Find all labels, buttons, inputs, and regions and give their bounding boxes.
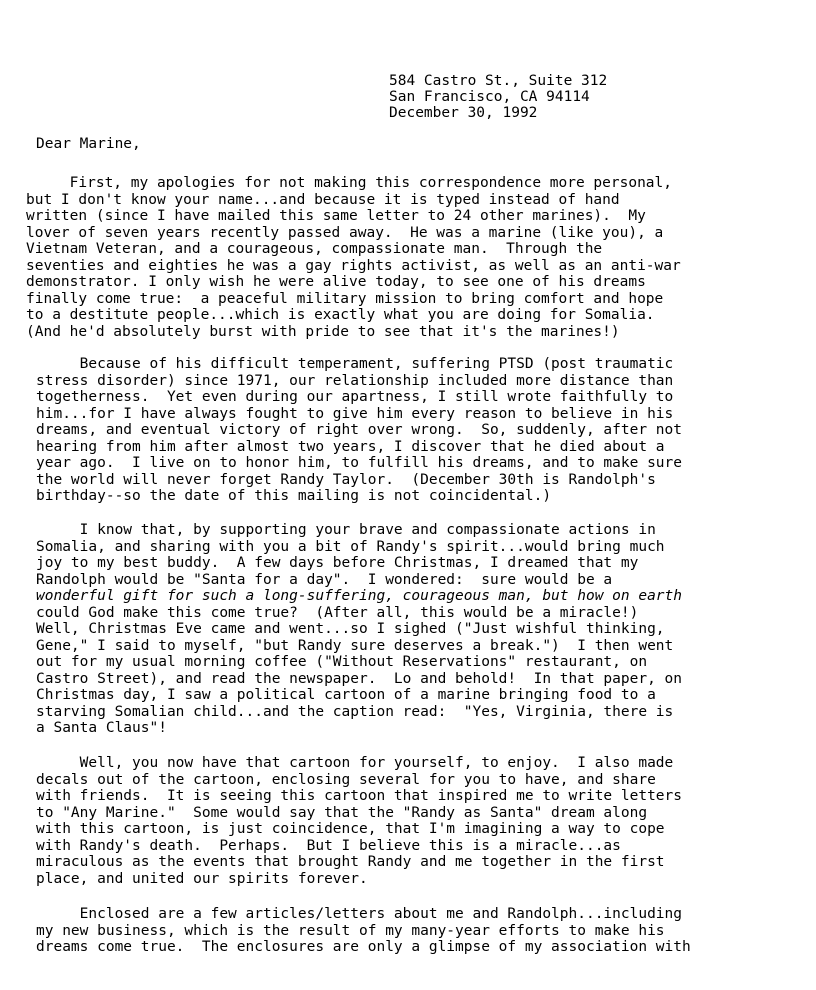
text-line: wonderful gift for such a long-suffering, courageous man, but how on earth [36, 588, 683, 604]
address-city: San Francisco, CA 94114 [389, 89, 590, 105]
text-line: out for my usual morning coffee ("Without Reservations" restaurant, on [36, 654, 648, 670]
text-line: starving Somalian child...and the caption read: "Yes, Virginia, there is [36, 703, 674, 720]
text-line: with friends. It is seeing this cartoon that inspired me to write letters [36, 788, 683, 804]
text-line: Gene," I said to myself, "but Randy sure deserves a break.") I then went [36, 637, 674, 654]
text-line: written (since I have mailed this same letter to 24 other marines). My [26, 208, 646, 224]
text-line: my new business, which is the result of my many-year efforts to make his [36, 922, 665, 939]
text-line: but I don't know your name...and because it is typed instead of hand [26, 191, 620, 208]
text-line: finally come true: a peaceful military mission to bring comfort and hope [26, 290, 664, 307]
text-line: decals out of the cartoon, enclosing several for you to have, and share [36, 771, 656, 788]
text-line: to a destitute people...which is exactly what you are doing for Somalia. [26, 307, 655, 323]
text-line: dreams come true. The enclosures are only a glimpse of my association with [36, 939, 691, 955]
text-line: birthday--so the date of this mailing is not coincidental.) [36, 488, 552, 504]
text-line: Vietnam Veteran, and a courageous, compassionate man. Through the [26, 241, 603, 257]
text-line: I know that, by supporting your brave and compassionate actions in [36, 522, 656, 538]
text-line: dreams, and eventual victory of right over wrong. So, suddenly, after not [36, 422, 683, 438]
text-line: miraculous as the events that brought Randy and me together in the first [36, 854, 665, 870]
letter-date: December 30, 1992 [389, 105, 538, 121]
text-line: Somalia, and sharing with you a bit of Randy's spirit...would bring much [36, 538, 665, 555]
text-line: togetherness. Yet even during our apartness, I still wrote faithfully to [36, 389, 674, 405]
paragraph-1 [26, 175, 786, 340]
text-line: Well, you now have that cartoon for yourself, to enjoy. I also made [36, 755, 674, 771]
sender-address [389, 73, 607, 121]
text-line: could God make this come true? (After all, this would be a miracle!) [36, 604, 639, 621]
paragraph-5 [36, 906, 796, 956]
text-line: to "Any Marine." Some would say that the "Randy as Santa" dream along [36, 804, 648, 821]
text-line: stress disorder) since 1971, our relationship included more distance than [36, 372, 674, 389]
text-line: seventies and eighties he was a gay rights activist, as well as an anti-war [26, 257, 681, 274]
paragraph-3 [36, 522, 796, 737]
text-line: the world will never forget Randy Taylor. (December 30th is Randolph's [36, 471, 656, 488]
text-line: with this cartoon, is just coincidence, that I'm imagining a way to cope [36, 821, 665, 837]
text-line: First, my apologies for not making this correspondence more personal, [26, 175, 673, 191]
paragraph-2 [36, 356, 796, 505]
text-line: year ago. I live on to honor him, to fulfill his dreams, and to make sure [36, 455, 683, 471]
text-line: him...for I have always fought to give him every reason to believe in his [36, 405, 674, 422]
address-street: 584 Castro St., Suite 312 [389, 73, 608, 89]
text-line: Christmas day, I saw a political cartoon of a marine bringing food to a [36, 687, 656, 703]
text-line: Well, Christmas Eve came and went...so I sighed ("Just wishful thinking, [36, 621, 665, 637]
salutation: Dear Marine, [36, 136, 141, 152]
text-line: a Santa Claus"! [36, 720, 167, 736]
text-line: Enclosed are a few articles/letters about me and Randolph...including [36, 906, 683, 922]
text-line: (And he'd absolutely burst with pride to see that it's the marines!) [26, 323, 620, 340]
text-line: Castro Street), and read the newspaper. Lo and behold! In that paper, on [36, 670, 683, 687]
paragraph-4 [36, 755, 796, 887]
text-line: hearing from him after almost two years, I discover that he died about a [36, 438, 665, 455]
text-line: with Randy's death. Perhaps. But I believe this is a miracle...as [36, 837, 621, 854]
text-line: place, and united our spirits forever. [36, 870, 368, 887]
text-line: Randolph would be "Santa for a day". I wondered: sure would be a [36, 571, 613, 588]
text-line: demonstrator. I only wish he were alive today, to see one of his dreams [26, 274, 646, 290]
text-line: joy to my best buddy. A few days before Christmas, I dreamed that my [36, 555, 639, 571]
text-line: Because of his difficult temperament, suffering PTSD (post traumatic [36, 356, 674, 372]
text-line: lover of seven years recently passed away. He was a marine (like you), a [26, 224, 664, 241]
